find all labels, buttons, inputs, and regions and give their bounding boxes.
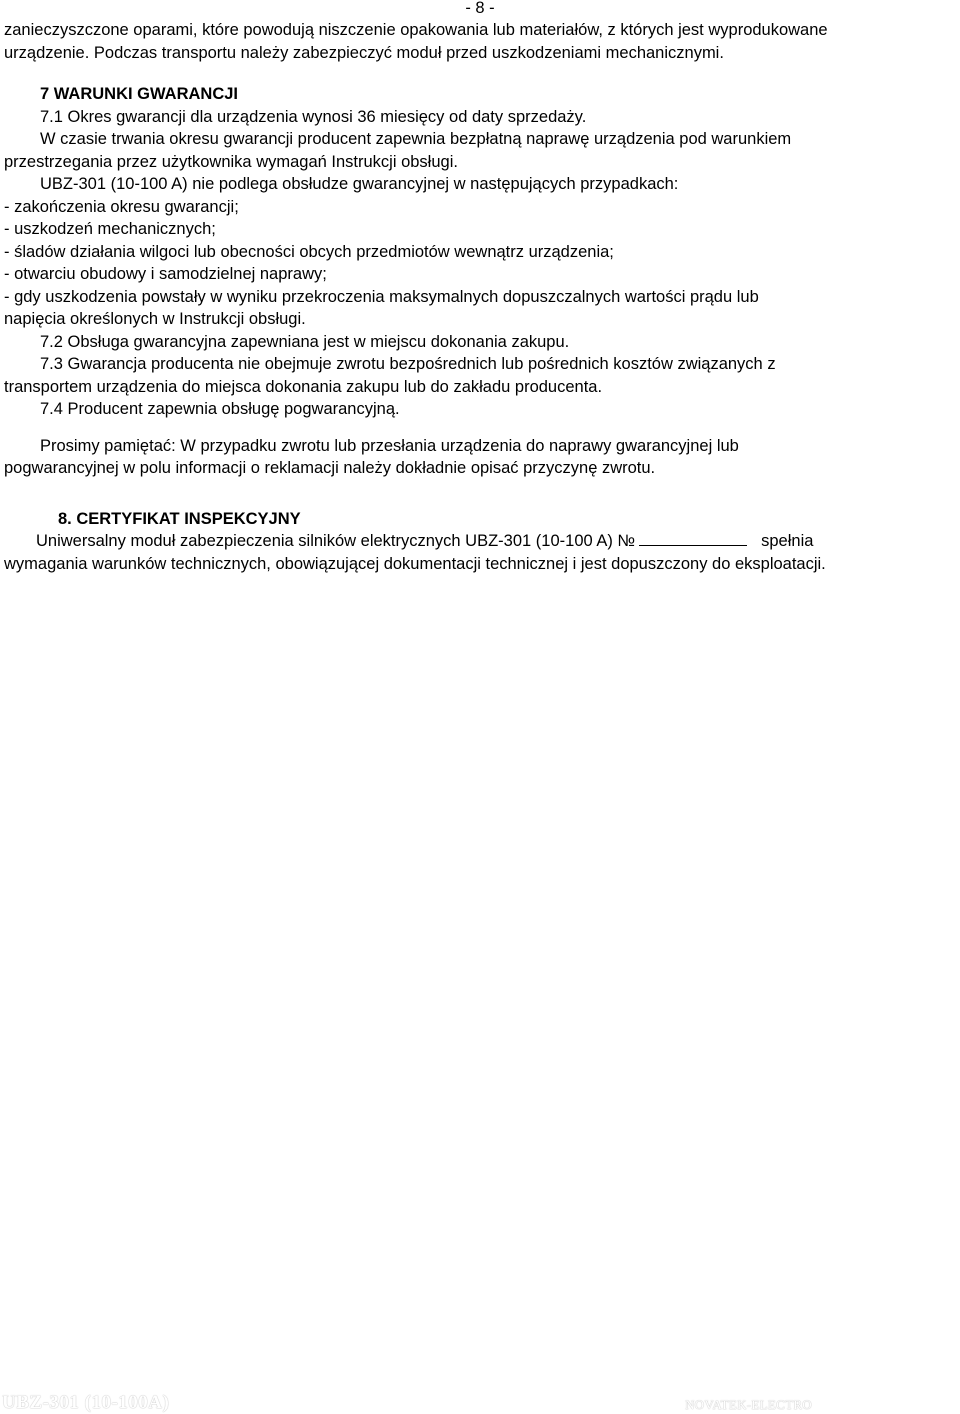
exclusion-item: - śladów działania wilgoci lub obecności obcych przedmiotów wewnątrz urządzenia; (4, 242, 614, 261)
notice-line-1: Prosimy pamiętać: W przypadku zwrotu lub przesłania urządzenia do naprawy gwarancyjnej lub (40, 436, 739, 455)
footer-product-name: UBZ-301 (10-100A) (2, 1392, 170, 1413)
certificate-line-2: wymagania warunków technicznych, obowiązującej dokumentacji technicznej i jest dopuszczony do eksploatacji. (4, 554, 826, 573)
page-number: - 8 - (465, 0, 495, 17)
exclusion-item-continued: napięcia określonych w Instrukcji obsługi. (4, 310, 306, 328)
warranty-service-location: 7.2 Obsługa gwarancyjna zapewniana jest w miejscu dokonania zakupu. (40, 332, 570, 351)
section-8-heading: 8. CERTYFIKAT INSPEKCYJNY (58, 509, 301, 528)
warranty-costs-line-1: 7.3 Gwarancja producenta nie obejmuje zwrotu bezpośrednich lub pośrednich kosztów związanych z (40, 355, 776, 373)
warranty-coverage-line-1: W czasie trwania okresu gwarancji producent zapewnia bezpłatną naprawę urządzenia pod warunkiem (40, 130, 792, 148)
exclusion-item: - zakończenia okresu gwarancji; (4, 197, 239, 216)
notice-line-2: pogwarancyjnej w polu informacji o reklamacji należy dokładnie opisać przyczynę zwrotu. (4, 459, 656, 477)
footer-brand: NOVATEK-ELECTRO (684, 1397, 812, 1412)
serial-number-blank (639, 531, 747, 546)
exclusion-item: - gdy uszkodzenia powstały w wyniku przekroczenia maksymalnych dopuszczalnych wartości prądu lub (4, 287, 759, 306)
intro-line-2: urządzenie. Podczas transportu należy zabezpieczyć moduł przed uszkodzeniami mechanicznymi. (4, 43, 724, 62)
certificate-line-1 (4, 530, 956, 553)
warranty-period: 7.1 Okres gwarancji dla urządzenia wynosi 36 miesięcy od daty sprzedaży. (40, 107, 587, 126)
intro-line-1: zanieczyszczone oparami, które powodują niszczenie opakowania lub materiałów, z których jest wyprodukowane (4, 21, 828, 39)
certificate-text-end: spełnia (761, 532, 814, 550)
section-7-heading: 7 WARUNKI GWARANCJI (40, 85, 239, 103)
warranty-costs-line-2: transportem urządzenia do miejsca dokonania zakupu lub do zakładu producenta. (4, 377, 603, 396)
exclusions-intro: UBZ-301 (10-100 A) nie podlega obsłudze gwarancyjnej w następujących przypadkach: (40, 175, 679, 193)
warranty-coverage-line-2: przestrzegania przez użytkownika wymagań Instrukcji obsługi. (4, 152, 458, 171)
exclusion-item: - uszkodzeń mechanicznych; (4, 220, 216, 238)
exclusion-item: - otwarciu obudowy i samodzielnej naprawy; (4, 265, 327, 283)
document-body (4, 19, 956, 575)
post-warranty-service: 7.4 Producent zapewnia obsługę pogwarancyjną. (40, 400, 400, 418)
certificate-text: Uniwersalny moduł zabezpieczenia silników elektrycznych UBZ-301 (10-100 A) № (36, 532, 636, 550)
